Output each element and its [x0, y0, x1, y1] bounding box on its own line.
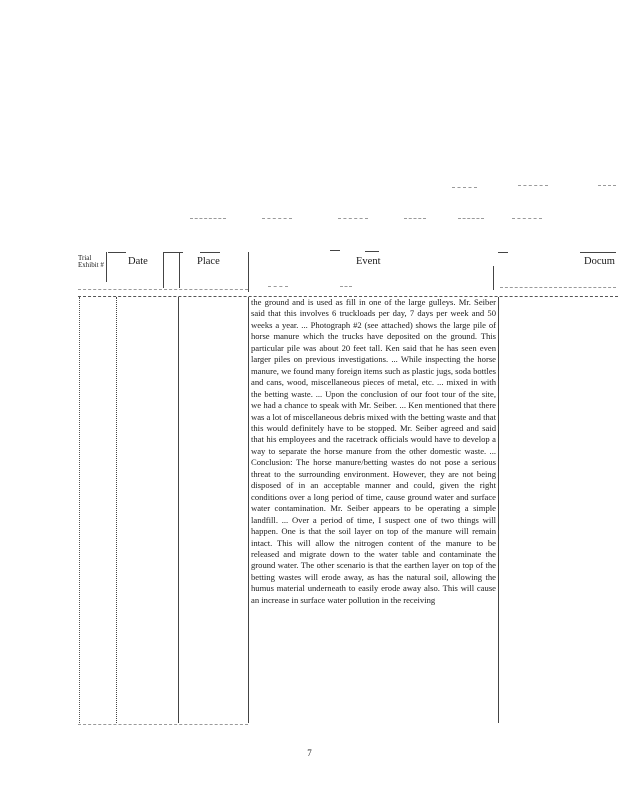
header-place: Place	[197, 256, 220, 267]
header-top-rule	[163, 252, 183, 253]
header-bottom-rule	[500, 287, 616, 288]
scan-artifact-line	[518, 185, 548, 186]
header-bottom-rule	[340, 286, 352, 287]
column-divider	[79, 297, 80, 723]
header-bottom-rule	[268, 286, 288, 287]
scan-artifact-line	[190, 218, 226, 219]
column-divider	[248, 297, 249, 723]
scan-artifact-line	[404, 218, 426, 219]
column-divider	[248, 252, 249, 292]
header-exhibit: Trial Exhibit #	[78, 254, 104, 269]
header-bottom-rule	[78, 289, 248, 290]
header-top-rule	[200, 252, 220, 253]
header-document: Docum	[584, 256, 615, 267]
column-divider	[493, 266, 494, 290]
header-top-rule	[365, 251, 379, 252]
header-top-rule	[330, 250, 340, 251]
header-top-rule	[498, 252, 508, 253]
scan-artifact-line	[598, 185, 616, 186]
scan-artifact-line	[452, 187, 477, 188]
column-divider	[163, 252, 164, 288]
column-divider	[116, 297, 117, 723]
scan-artifact-line	[458, 218, 484, 219]
body-bottom-rule	[78, 724, 248, 725]
column-divider	[498, 297, 499, 723]
column-divider	[106, 252, 107, 282]
event-paragraph: the ground and is used as fill in one of the large gulleys. Mr. Seiber said that this involves 6 truckloads per day, 7 days per week and 50 weeks a year. ... Photograph #2 (see attached) shows the large pile of horse manure which the trucks have deposited on the ground. This particular pile was about 20 feet tall. Ken said that he has seen even larger piles on previous investigations. ... While inspecting the horse manure, we found many foreign items such as plastic jugs, soda bottles and cans, wood, miscellaneous pieces of metal, etc. ... mixed in with the betting waste. ... Upon the conclusion of our foot tour of the site, we had a chance to speak with Mr. Seiber. ... Ken mentioned that there was a lot of miscellaneous debris mixed with the betting waste and that this would definitely have to be stopped. Mr. Seiber agreed and said that his employees and the racetrack officials would have to develop a way to separate the horse manure from the other domestic waste. ... Conclusion: The horse manure/betting wastes do not pose a serious threat to the surrounding environment. However, they are not being disposed of in an acceptable manner and could, given the right conditions over a long period of time, cause ground water and surface water contamination. Mr. Seiber appears to be operating a simple landfill. ... Over a period of time, I suspect one of two things will happen. One is that the soil layer on top of the manure will remain intact. This will allow the nitrogen content of the manure to be released and migrate down to the water table and contaminate the ground water. The other scenario is that the earthen layer on top of the betting wastes will erode away, as has the natural soil, allowing the humus material underneath to easily erode away also. This will cause an increase in surface water pollution in the receiving	[251, 297, 496, 605]
scan-artifact-line	[512, 218, 542, 219]
header-date: Date	[128, 256, 148, 267]
column-divider	[179, 252, 180, 288]
header-event: Event	[356, 256, 381, 267]
event-cell-text	[251, 297, 496, 725]
page-number: 7	[307, 748, 312, 758]
column-divider	[178, 297, 179, 723]
header-top-rule	[580, 252, 616, 253]
scan-artifact-line	[262, 218, 292, 219]
header-top-rule	[108, 252, 126, 253]
scan-artifact-line	[338, 218, 368, 219]
